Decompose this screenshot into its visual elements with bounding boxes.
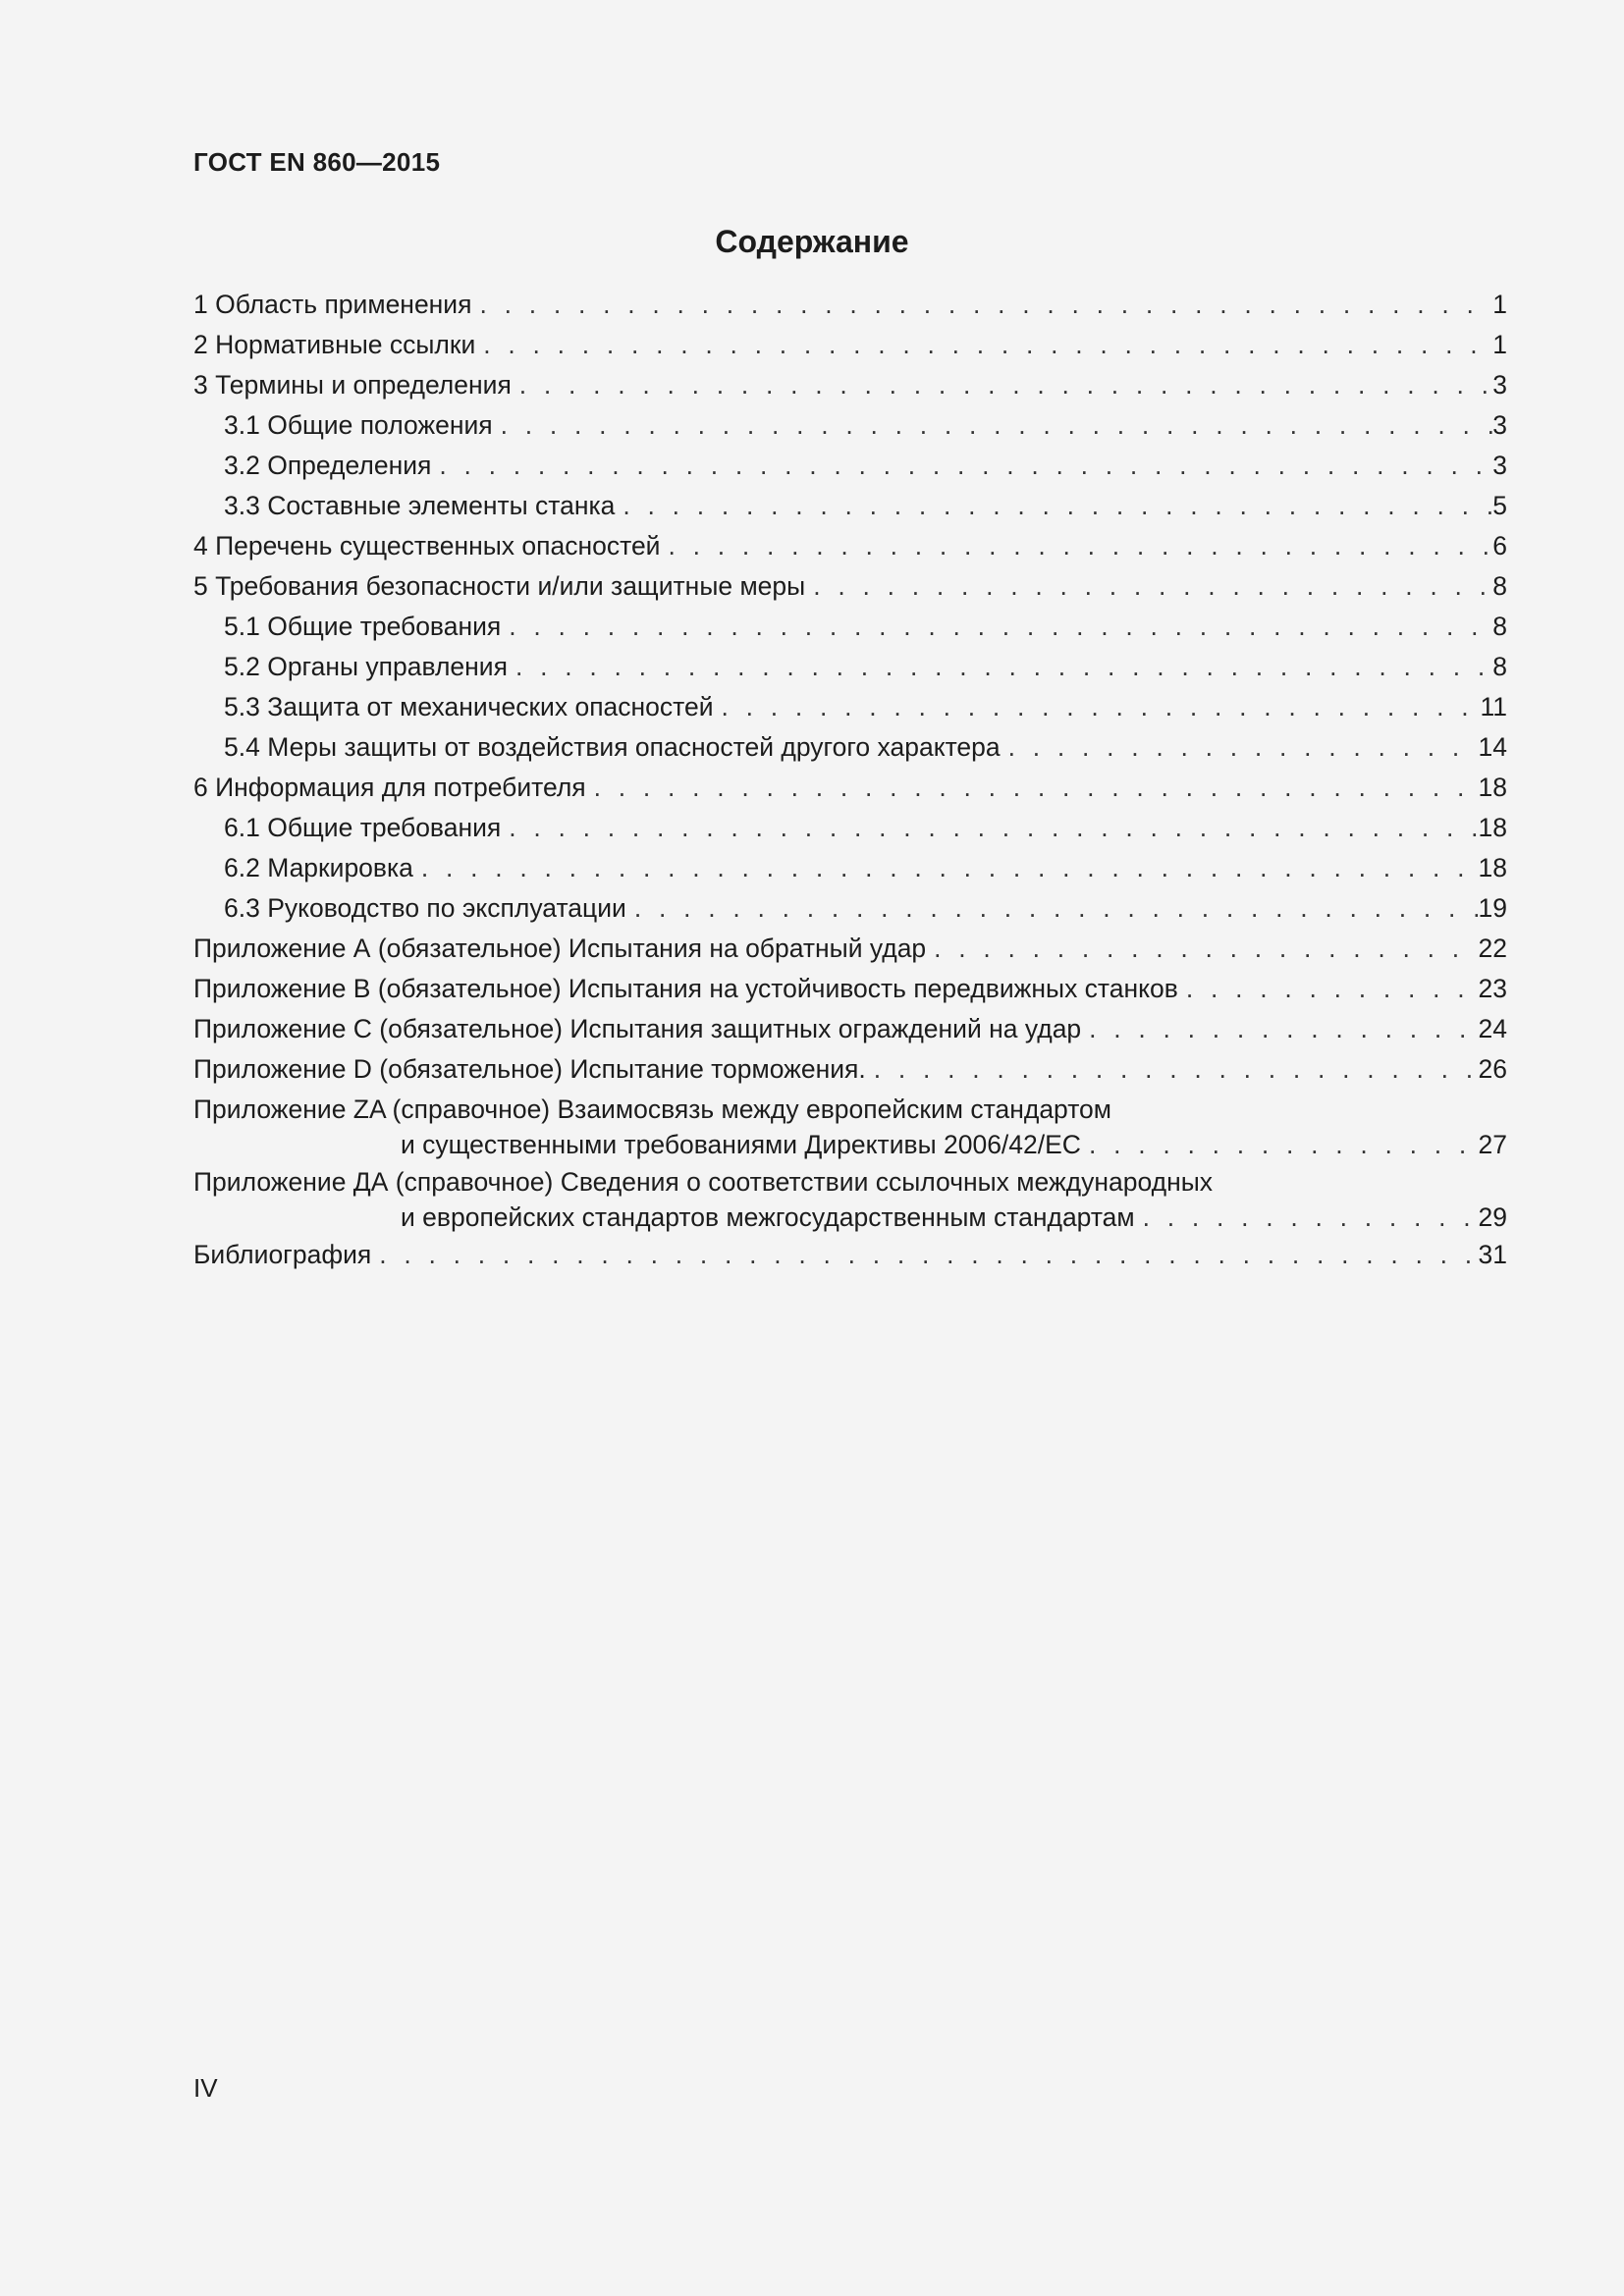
toc-subentry[interactable] bbox=[193, 727, 1507, 768]
toc-leader-dots bbox=[623, 486, 1492, 526]
toc-entry-label: 6.2 Маркировка bbox=[224, 853, 413, 882]
toc-entry-label: Приложение D (обязательное) Испытание торможения. bbox=[193, 1054, 866, 1084]
page-number: IV bbox=[193, 2073, 218, 2103]
toc-entry-page: 24 bbox=[1478, 1014, 1507, 1043]
toc-entry-page: 18 bbox=[1478, 813, 1507, 842]
toc-entry-page: 19 bbox=[1478, 893, 1507, 923]
toc-subentry[interactable] bbox=[193, 888, 1507, 929]
toc-entry-label-continuation: и европейских стандартов межгосударственным стандартам bbox=[401, 1202, 1135, 1232]
toc-entry-multiline[interactable] bbox=[193, 1164, 1507, 1235]
toc-entry-page: 5 bbox=[1492, 491, 1507, 520]
toc-leader-dots bbox=[594, 768, 1479, 808]
toc-entry-label: 3.1 Общие положения bbox=[224, 410, 493, 440]
toc-subentry[interactable] bbox=[193, 607, 1507, 647]
toc-entry-page: 3 bbox=[1492, 451, 1507, 480]
toc-leader-dots bbox=[479, 285, 1492, 325]
toc-entry-label-continuation: и существенными требованиями Директивы 2006/42/ЕС bbox=[401, 1130, 1081, 1159]
toc-subentry[interactable] bbox=[193, 687, 1507, 727]
toc-entry-page: 27 bbox=[1478, 1130, 1507, 1159]
toc-leader-dots bbox=[874, 1049, 1479, 1090]
toc-entry-page: 11 bbox=[1480, 692, 1507, 721]
toc-entry[interactable] bbox=[193, 929, 1507, 969]
toc-leader-dots bbox=[1089, 1127, 1479, 1162]
toc-entry-page: 6 bbox=[1492, 531, 1507, 561]
toc-entry-label: Приложение ДА (справочное) Сведения о соответствии ссылочных международных bbox=[193, 1167, 1214, 1197]
toc-entry-label: Приложение С (обязательное) Испытания защитных ограждений на удар bbox=[193, 1014, 1082, 1043]
toc-entry-label: Приложение А (обязательное) Испытания на обратный удар bbox=[193, 934, 927, 963]
toc-leader-dots bbox=[515, 647, 1492, 687]
toc-entry-label: 5.2 Органы управления bbox=[224, 652, 508, 681]
toc-leader-dots bbox=[509, 607, 1492, 647]
toc-entry-page: 8 bbox=[1492, 612, 1507, 641]
toc-entry-label: Приложение В (обязательное) Испытания на устойчивость передвижных станков bbox=[193, 974, 1178, 1003]
toc-leader-dots bbox=[813, 566, 1492, 607]
toc-entry[interactable] bbox=[193, 365, 1507, 405]
toc-entry-page: 23 bbox=[1478, 974, 1507, 1003]
toc-entry[interactable] bbox=[193, 969, 1507, 1009]
toc-entry[interactable] bbox=[193, 768, 1507, 808]
toc-entry-label: 3 Термины и определения bbox=[193, 370, 512, 400]
toc-entry-page: 18 bbox=[1478, 853, 1507, 882]
toc-subentry[interactable] bbox=[193, 405, 1507, 446]
toc-leader-dots bbox=[439, 446, 1492, 486]
toc-subentry[interactable] bbox=[193, 446, 1507, 486]
toc-entry-page: 22 bbox=[1478, 934, 1507, 963]
toc-entry-label: 6 Информация для потребителя bbox=[193, 773, 586, 802]
toc-entry-page: 18 bbox=[1478, 773, 1507, 802]
toc-entry-label: Библиография bbox=[193, 1240, 372, 1269]
toc-entry-label: 3.3 Составные элементы станка bbox=[224, 491, 616, 520]
toc-entry-page: 8 bbox=[1492, 571, 1507, 601]
toc-entry-label: 6.1 Общие требования bbox=[224, 813, 502, 842]
toc-entry-label: 5.4 Меры защиты от воздействия опасностей другого характера bbox=[224, 732, 1001, 762]
toc-entry-multiline[interactable] bbox=[193, 1092, 1507, 1162]
toc-entry-page: 1 bbox=[1492, 330, 1507, 359]
toc-entry-label: Приложение ZA (справочное) Взаимосвязь между европейским стандартом bbox=[193, 1095, 1112, 1124]
toc-entry-page: 14 bbox=[1478, 732, 1507, 762]
toc-leader-dots bbox=[519, 365, 1492, 405]
toc-subentry[interactable] bbox=[193, 848, 1507, 888]
toc-entry-label: 2 Нормативные ссылки bbox=[193, 330, 476, 359]
toc-entry-page: 31 bbox=[1478, 1240, 1507, 1269]
toc-entry-label: 5 Требования безопасности и/или защитные меры bbox=[193, 571, 806, 601]
toc-entry-page: 3 bbox=[1492, 370, 1507, 400]
toc-leader-dots bbox=[501, 405, 1493, 446]
toc-leader-dots bbox=[421, 848, 1479, 888]
toc-leader-dots bbox=[669, 526, 1493, 566]
toc-leader-dots bbox=[1089, 1009, 1478, 1049]
toc-entry-label: 6.3 Руководство по эксплуатации bbox=[224, 893, 626, 923]
toc-leader-dots bbox=[634, 888, 1479, 929]
toc-entry-page: 8 bbox=[1492, 652, 1507, 681]
toc-subentry[interactable] bbox=[193, 486, 1507, 526]
toc-entry-page: 1 bbox=[1492, 290, 1507, 319]
toc-leader-dots bbox=[934, 929, 1478, 969]
toc-entry-page: 3 bbox=[1492, 410, 1507, 440]
toc-subentry[interactable] bbox=[193, 808, 1507, 848]
toc-leader-dots bbox=[722, 687, 1481, 727]
toc-entry-label: 3.2 Определения bbox=[224, 451, 432, 480]
toc-leader-dots bbox=[509, 808, 1478, 848]
document-code: ГОСТ EN 860—2015 bbox=[193, 147, 441, 177]
toc-entry[interactable] bbox=[193, 566, 1507, 607]
toc-leader-dots bbox=[1143, 1200, 1479, 1235]
toc-entry[interactable] bbox=[193, 526, 1507, 566]
toc-entry-label: 1 Область применения bbox=[193, 290, 472, 319]
toc-subentry[interactable] bbox=[193, 647, 1507, 687]
toc-leader-dots bbox=[1008, 727, 1479, 768]
toc-title: Содержание bbox=[715, 224, 909, 259]
toc-entry[interactable] bbox=[193, 1235, 1507, 1275]
toc-entry-page: 29 bbox=[1478, 1202, 1507, 1232]
toc-entry-page: 26 bbox=[1478, 1054, 1507, 1084]
toc-entry-label: 4 Перечень существенных опасностей bbox=[193, 531, 661, 561]
toc-entry-label: 5.3 Защита от механических опасностей bbox=[224, 692, 714, 721]
table-of-contents bbox=[193, 285, 1507, 1275]
toc-entry[interactable] bbox=[193, 285, 1507, 325]
toc-entry[interactable] bbox=[193, 1049, 1507, 1090]
toc-entry-label: 5.1 Общие требования bbox=[224, 612, 502, 641]
toc-entry[interactable] bbox=[193, 1009, 1507, 1049]
toc-entry[interactable] bbox=[193, 325, 1507, 365]
toc-leader-dots bbox=[1186, 969, 1479, 1009]
toc-leader-dots bbox=[379, 1235, 1478, 1275]
toc-leader-dots bbox=[483, 325, 1492, 365]
